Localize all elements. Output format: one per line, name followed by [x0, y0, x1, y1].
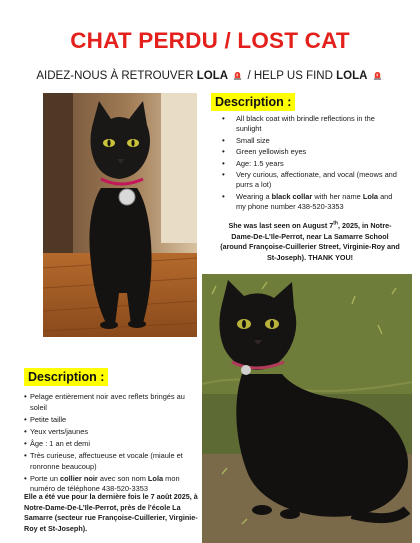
- list-item: • Small size: [220, 136, 398, 146]
- collar-suffix: and my phone number 438-520-3353: [236, 191, 393, 212]
- collar-name: Lola: [147, 473, 164, 483]
- poster-title: CHAT PERDU / LOST CAT: [70, 28, 350, 53]
- last-seen-note-en: [218, 221, 402, 263]
- note-part2: , 2025, in Notre-Dame-De-L’Ile-Perrot, near La Samarre School (around Françoise-Cuillerier Street, Virginie-Roy and St-Joseph). THANK YOU!: [220, 221, 400, 262]
- description-heading-fr: Description :: [24, 368, 108, 386]
- description-heading-en: Description :: [211, 93, 295, 111]
- collar-bold: collier noir: [60, 473, 98, 483]
- cat-name-2: LOLA: [336, 70, 368, 82]
- list-item: • Age: 1.5 years: [220, 159, 398, 169]
- list-item: • Very curious, affectionate, and vocal (meows and purrs a lot): [220, 170, 398, 191]
- subtitle-en: / HELP US FIND: [247, 70, 333, 82]
- cat-name: LOLA: [196, 70, 229, 82]
- list-item: • All black coat with brindle reflections in the sunlight: [220, 114, 398, 135]
- list-item-collar: [220, 192, 398, 213]
- list-item: • Yeux verts/jaunes: [24, 427, 200, 438]
- siren-icon: [233, 70, 242, 80]
- collar-mid: avec son nom: [97, 473, 148, 483]
- note-part1: She was last seen on August 7: [228, 221, 334, 230]
- collar-name: Lola: [362, 191, 379, 201]
- description-list-en: [220, 114, 398, 214]
- note-sup: th: [333, 220, 338, 227]
- cat-photo-indoor: [43, 93, 197, 337]
- siren-icon: [373, 70, 382, 80]
- list-item: • Très curieuse, affectueuse et vocale (miaule et ronronne beaucoup): [24, 451, 200, 472]
- poster-subtitle: [0, 70, 420, 82]
- list-item: • Âge : 1 an et demi: [24, 439, 200, 450]
- list-item: • Petite taille: [24, 415, 200, 426]
- collar-prefix: Wearing a: [236, 191, 272, 201]
- last-seen-note-fr: Elle a été vue pour la dernière fois le 7 août 2025, à Notre-Dame-De-L’Ile-Perrot, près de l’école La Samarre (secteur rue Françoise-Cuillerier, Virginie-Roy et St-Joseph).: [24, 492, 198, 534]
- subtitle-fr: AIDEZ-NOUS À RETROUVER: [36, 70, 194, 82]
- list-item: • Green yellowish eyes: [220, 147, 398, 157]
- collar-suffix: mon numéro de téléphone 438-520-3353: [30, 473, 180, 494]
- collar-prefix: Porte un: [30, 473, 60, 483]
- list-item: • Pelage entièrement noir avec reflets bringés au soleil: [24, 392, 200, 413]
- collar-mid: with her name: [312, 191, 363, 201]
- collar-bold: black collar: [271, 191, 313, 201]
- cat-photo-outdoor: [202, 274, 412, 543]
- description-list-fr: [24, 392, 200, 496]
